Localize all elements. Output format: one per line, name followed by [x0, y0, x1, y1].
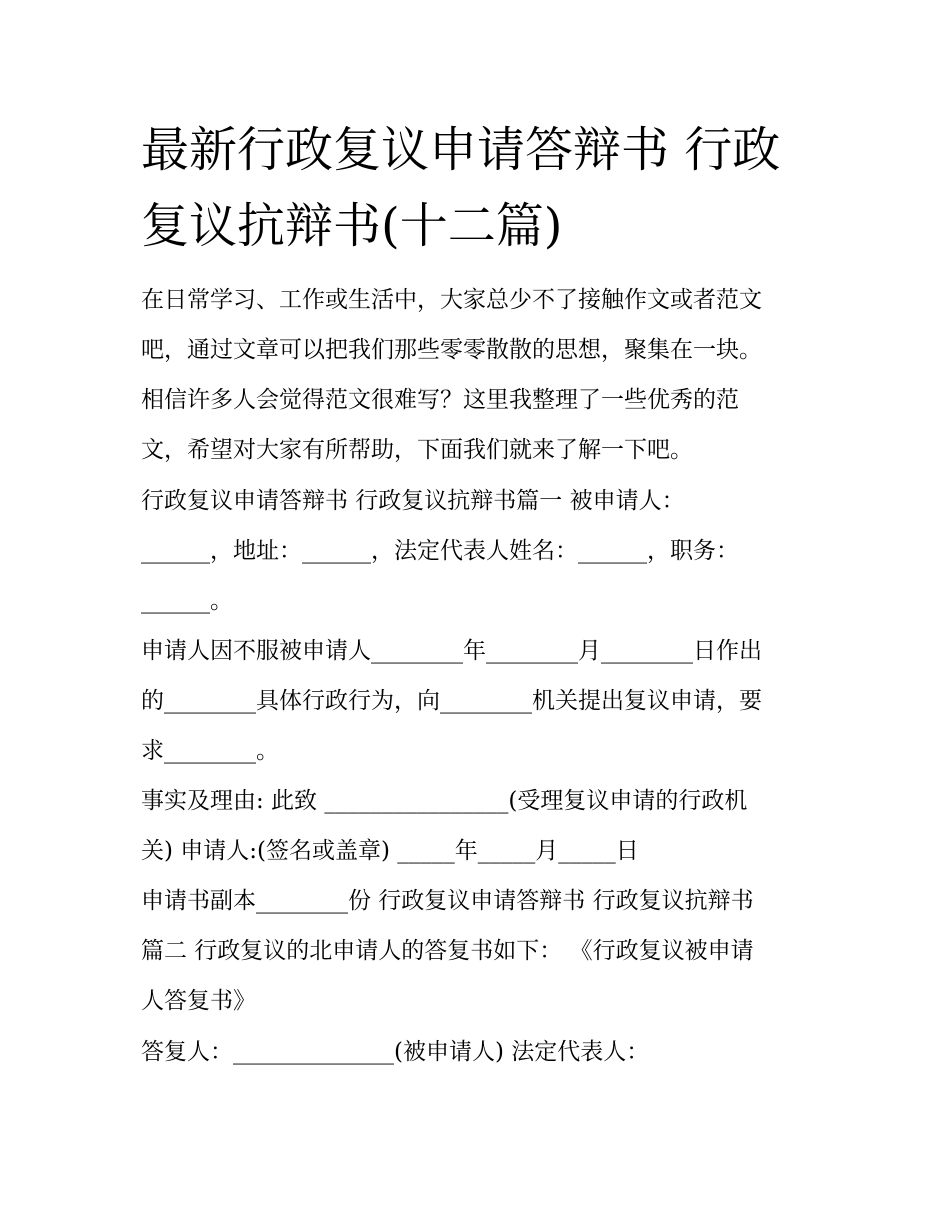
body-line-11: 事实及理由: 此致 ________________(受理复议申请的行政机: [141, 788, 748, 814]
body-line-13: 申请书副本________份 行政复议申请答辩书 行政复议抗辩书: [141, 888, 754, 914]
body-line-16: 答复人：______________(被申请人) 法定代表人：: [141, 1039, 650, 1065]
body-line-4: 文，希望对大家有所帮助，下面我们就来了解一下吧。: [141, 437, 693, 463]
body-line-15: 人答复书》: [141, 988, 256, 1014]
body-line-7: ______。: [141, 588, 233, 614]
document-title: [141, 112, 841, 264]
body-line-6: ______，地址：______，法定代表人姓名：______，职务：: [141, 538, 739, 564]
body-line-1: 在日常学习、工作或生活中，大家总少不了接触作文或者范文: [141, 287, 762, 313]
title-line-2: 复议抗辩书(十二篇): [141, 198, 563, 254]
body-line-8: 申请人因不服被申请人________年________月________日作出: [141, 638, 762, 664]
body-line-12: 关) 申请人:(签名或盖章) _____年_____月_____日: [141, 838, 639, 864]
body-line-14: 篇二 行政复议的北申请人的答复书如下： 《行政复议被申请: [141, 938, 754, 964]
body-line-10: 求________。: [141, 738, 279, 764]
body-line-2: 吧，通过文章可以把我们那些零零散散的思想，聚集在一块。: [141, 337, 762, 363]
title-line-1: 最新行政复议申请答辩书 行政: [141, 122, 781, 178]
body-line-5: 行政复议申请答辩书 行政复议抗辩书篇一 被申请人：: [141, 488, 685, 514]
body-line-9: 的________具体行政行为，向________机关提出复议申请，要: [141, 688, 762, 714]
body-line-3: 相信许多人会觉得范文很难写？这里我整理了一些优秀的范: [141, 387, 739, 413]
